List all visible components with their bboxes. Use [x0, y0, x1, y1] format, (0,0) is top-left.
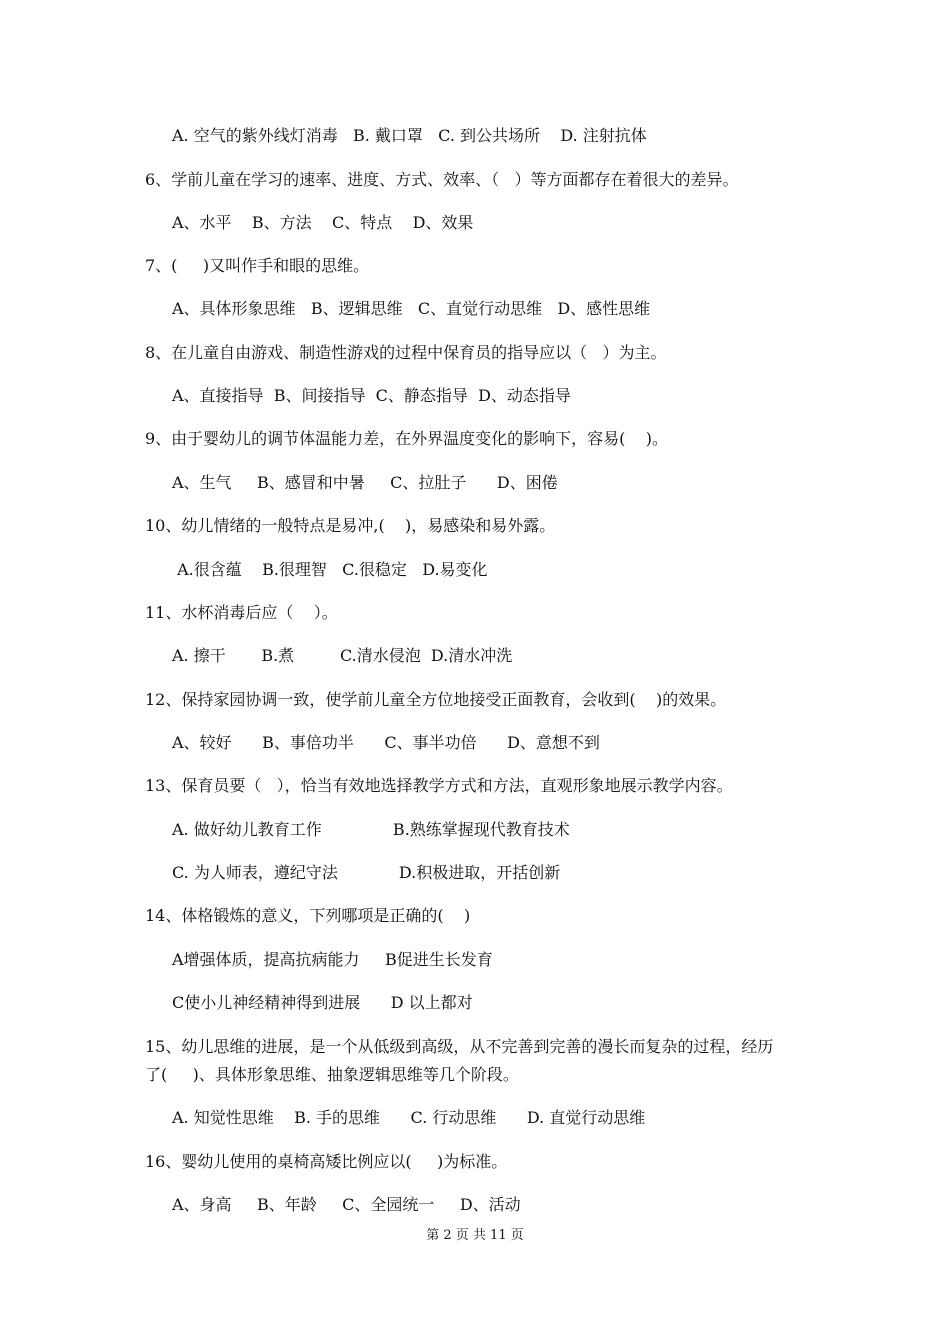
question-line: 9、由于婴幼儿的调节体温能力差，在外界温度变化的影响下，容易( )。	[145, 429, 669, 448]
option-line: C使小儿神经精神得到进展 D 以上都对	[172, 993, 473, 1012]
question-line: 14、体格锻炼的意义，下列哪项是正确的( )	[145, 906, 471, 925]
option-line: A、具体形象思维 B、逻辑思维 C、直觉行动思维 D、感性思维	[172, 299, 651, 318]
question-line: 12、保持家园协调一致，使学前儿童全方位地接受正面教育，会收到( )的效果。	[145, 690, 727, 709]
question-line: 13、保育员要（ ），恰当有效地选择教学方式和方法，直观形象地展示教学内容。	[145, 776, 733, 795]
question-line: 11、水杯消毒后应（ ）。	[145, 603, 338, 622]
option-line: A. 空气的紫外线灯消毒 B. 戴口罩 C. 到公共场所 D. 注射抗体	[172, 126, 647, 145]
option-line: A.很含蕴 B.很理智 C.很稳定 D.易变化	[172, 560, 488, 579]
question-line: 16、婴幼儿使用的桌椅高矮比例应以( )为标准。	[145, 1152, 508, 1171]
option-line: A、直接指导 B、间接指导 C、静态指导 D、动态指导	[172, 386, 571, 405]
question-line: 15、幼儿思维的进展，是一个从低级到高级，从不完善到完善的漫长而复杂的过程，经历	[145, 1037, 774, 1056]
option-line: A. 知觉性思维 B. 手的思维 C. 行动思维 D. 直觉行动思维	[172, 1108, 646, 1127]
option-line: A增强体质，提高抗病能力 B促进生长发育	[172, 950, 493, 969]
option-line: C. 为人师表，遵纪守法 D.积极进取，开括创新	[172, 863, 561, 882]
option-line: A、较好 B、事倍功半 C、事半功倍 D、意想不到	[172, 733, 600, 752]
option-line: A、水平 B、方法 C、特点 D、效果	[172, 213, 474, 232]
question-line: 10、幼儿情绪的一般特点是易冲,( )，易感染和易外露。	[145, 516, 556, 535]
question-line-continued: 了( )、具体形象思维、抽象逻辑思维等几个阶段。	[145, 1065, 519, 1084]
page-number-footer: 第 2 页 共 11 页	[426, 1228, 524, 1243]
option-line: A. 擦干 B.煮 C.清水侵泡 D.清水冲洗	[172, 646, 513, 665]
question-line: 7、( )又叫作手和眼的思维。	[145, 256, 370, 275]
option-line: A. 做好幼儿教育工作 B.熟练掌握现代教育技术	[172, 820, 570, 839]
option-line: A、生气 B、感冒和中暑 C、拉肚子 D、困倦	[172, 473, 558, 492]
question-line: 8、在儿童自由游戏、制造性游戏的过程中保育员的指导应以（ ）为主。	[145, 343, 667, 362]
option-line: A、身高 B、年龄 C、全园统一 D、活动	[172, 1195, 521, 1214]
question-line: 6、学前儿童在学习的速率、进度、方式、效率、（ ）等方面都存在着很大的差异。	[145, 170, 739, 189]
